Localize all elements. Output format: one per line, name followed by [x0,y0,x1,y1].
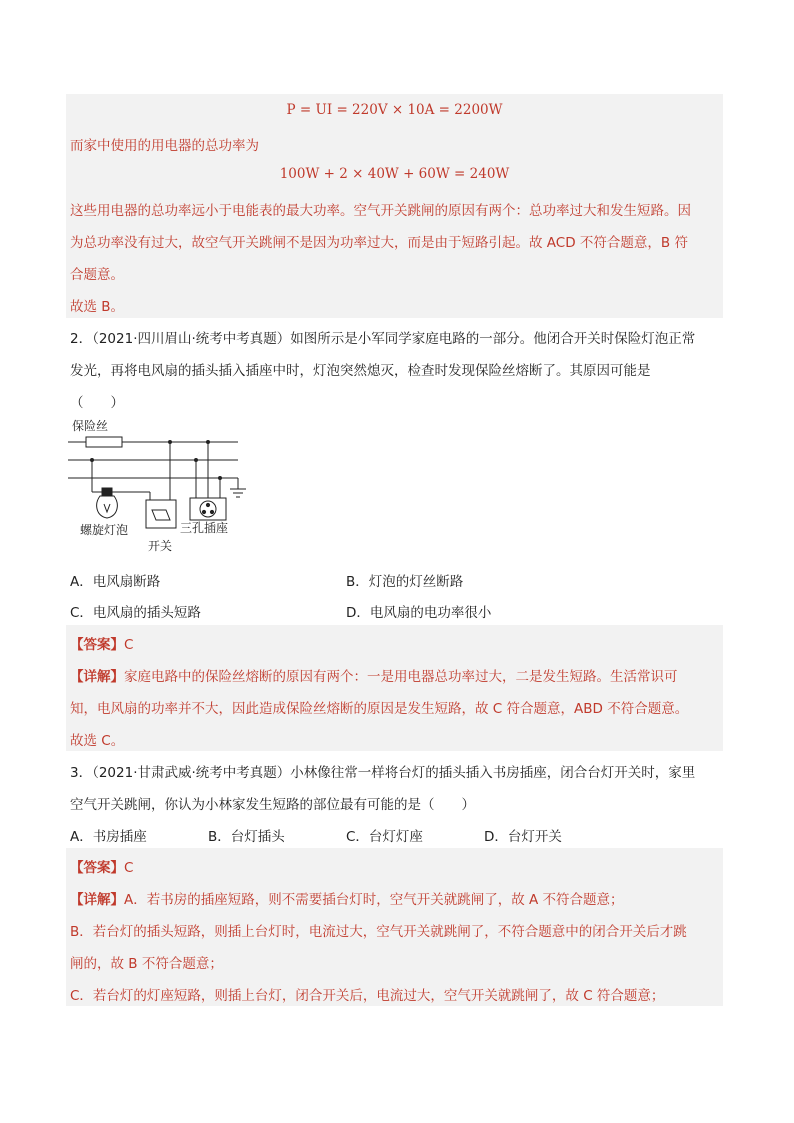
q3-detail-line-4: C．若台灯的灯座短路，则插上台灯，闭合开关后，电流过大，空气开关就跳闸了，故 C 符合题意； [70,988,665,1004]
q3-detail-line-2: B．若台灯的插头短路，则插上台灯时，电流过大，空气开关就跳闸了，不符合题意中的闭合开关后才跳 [70,924,687,940]
circuit-diagram [66,412,256,560]
q3-stem-line-1: 3．（2021·甘肃武威·统考中考真题）小林像往常一样将台灯的插头插入书房插座，闭合台灯开关时，家里 [70,765,696,781]
q2-answer-paren: （ ） [70,395,124,411]
detail-tag: 【详解】 [70,669,124,685]
q2-stem-line-1: 2．（2021·四川眉山·统考中考真题）如图所示是小军同学家庭电路的一部分。他闭合开关时保险灯泡正常 [70,331,696,347]
explanation-line-1: 这些用电器的总功率远小于电能表的最大功率。空气开关跳闸的原因有两个：总功率过大和发生短路。因 [70,203,691,219]
q3-option-a: A．书房插座 [70,829,147,845]
q2-stem-line-2: 发光，再将电风扇的插头插入插座中时，灯泡突然熄灭，检查时发现保险丝熔断了。其原因可能是 [70,363,651,379]
q2-option-a: A．电风扇断路 [70,574,161,590]
switch-label: 开关 [148,539,173,553]
socket-label: 三孔插座 [180,521,229,535]
fuse-label: 保险丝 [72,419,109,433]
bulb-label: 螺旋灯泡 [80,523,129,537]
fuse [86,437,122,447]
q3-answer [70,856,133,876]
choose-b: 故选 B。 [70,299,125,315]
switch-box [146,500,176,528]
q2-detail-line-2: 知，电风扇的功率并不大，因此造成保险丝熔断的原因是发生短路，故 C 符合题意，ABD 不符合题意。 [70,701,689,717]
answer-value: C [124,637,134,653]
q3-stem-line-2: 空气开关跳闸，你认为小林家发生短路的部位最有可能的是（ ） [70,797,475,813]
q2-option-b: B．灯泡的灯丝断路 [346,574,464,590]
answer-block-q2 [66,625,723,751]
q2-option-c: C．电风扇的插头短路 [70,605,201,621]
q2-detail-line-3: 故选 C。 [70,733,125,749]
q3-option-d: D．台灯开关 [484,829,562,845]
q3-detail-line-1: 【详解】A．若书房的插座短路，则不需要插台灯时，空气开关就跳闸了，故 A 不符合题意； [70,892,624,908]
detail-tag: 【详解】 [70,892,124,908]
q3-option-c: C．台灯灯座 [346,829,423,845]
explanation-line-3: 合题意。 [70,267,124,283]
q3-detail-line-3: 闸的，故 B 不符合题意； [70,956,223,972]
explanation-line-2: 为总功率没有过大，故空气开关跳闸不是因为功率过大，而是由于短路引起。故 ACD 不符合题意，B 符 [70,235,688,251]
q2-option-d: D．电风扇的电功率很小 [346,605,492,621]
q3-option-b: B．台灯插头 [208,829,285,845]
answer-tag: 【答案】 [70,860,124,876]
answer-value: C [124,860,134,876]
formula-total-power: 100W + 2 × 40W + 60W = 240W [279,166,510,182]
answer-tag: 【答案】 [70,637,124,653]
formula-power-max: P = UI = 220V × 10A = 2200W [286,102,503,118]
q2-detail-line-1: 【详解】家庭电路中的保险丝熔断的原因有两个：一是用电器总功率过大，二是发生短路。生活常识可 [70,669,678,685]
text-total-power-intro: 而家中使用的用电器的总功率为 [70,138,259,154]
q2-answer [70,633,133,653]
